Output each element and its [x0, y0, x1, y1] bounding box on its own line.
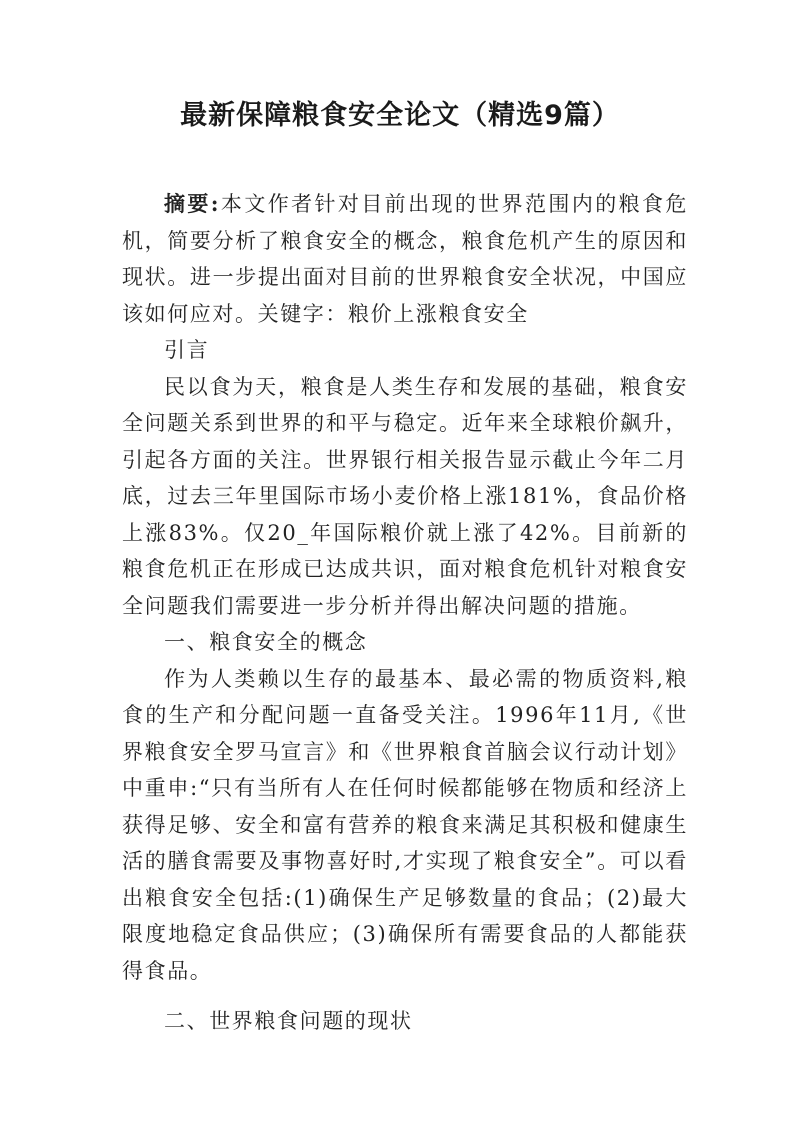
- document-title: 最新保障粮食安全论文（精选9篇）: [180, 100, 620, 131]
- section-heading-status: 二、世界粮食问题的现状: [164, 1009, 413, 1033]
- section-paragraph-concept: 作为人类赖以生存的最基本、最必需的物质资料,粮食的生产和分配问题一直备受关注。1996年11月,《世界粮食安全罗马宣言》和《世界粮食首脑会议行动计划》中重申:“只有当所有人在任何时候都能够在物质和经济上获得足够、安全和富有营养的粮食来满足其积极和健康生活的膳食需要及事物喜好时,才实现了粮食安全”。可以看出粮食安全包括:(1)确保生产足够数量的食品；(2)最大限度地稳定食品供应；(3)确保所有需要食品的人都能获得食品。: [122, 666, 688, 983]
- abstract-label: 摘要:: [164, 191, 221, 216]
- section-heading-introduction: 引言: [164, 338, 210, 362]
- abstract-text: 本文作者针对目前出现的世界范围内的粮食危机，简要分析了粮食安全的概念，粮食危机产生的原因和现状。进一步提出面对目前的世界粮食安全状况，中国应该如何应对。关键字：粮价上涨粮食安全: [122, 192, 688, 326]
- document-body: [122, 186, 688, 1040]
- section-paragraph-introduction: 民以食为天，粮食是人类生存和发展的基础，粮食安全问题关系到世界的和平与稳定。近年来全球粮价飙升，引起各方面的关注。世界银行相关报告显示截止今年二月底，过去三年里国际市场小麦价格上涨181%，食品价格上涨83%。仅20_年国际粮价就上涨了42%。目前新的粮食危机正在形成已达成共识，面对粮食危机针对粮食安全问题我们需要进一步分析并得出解决问题的措施。: [122, 374, 688, 618]
- abstract-paragraph: [122, 186, 688, 332]
- section-heading-concept: 一、粮食安全的概念: [164, 630, 368, 654]
